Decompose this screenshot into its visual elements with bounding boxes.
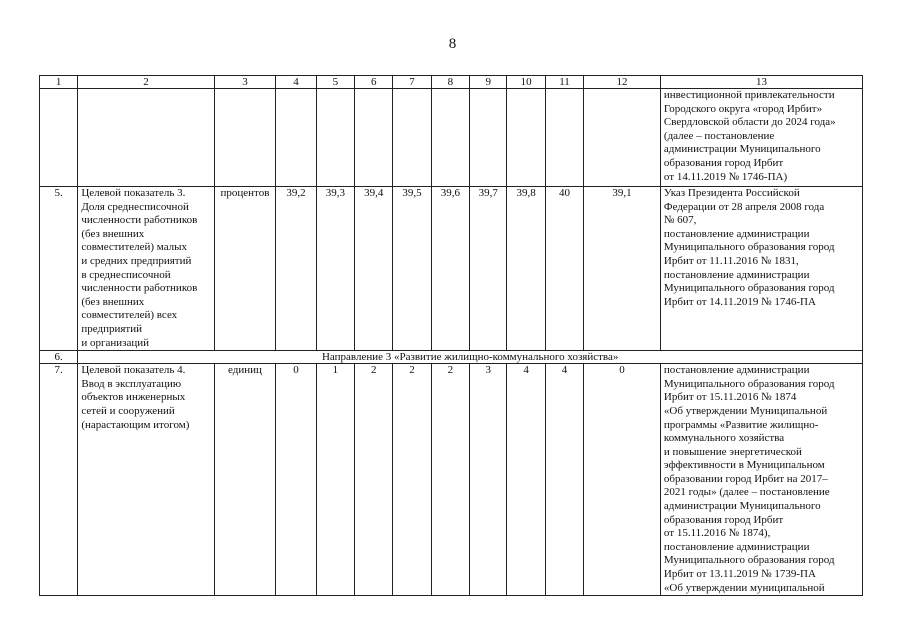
header-cell: 2	[78, 76, 214, 89]
value-cell: 39,2	[276, 187, 316, 351]
row-number: 5.	[40, 187, 78, 351]
empty-cell	[214, 89, 276, 187]
source-document-cell: инвестиционной привлекательности Городского округа «город Ирбит» Свердловской области до 2024 года» (далее – постановление администрации Муниципального образования город Ирбит от 14.11.2019 № 1746-ПА)	[660, 89, 862, 187]
value-cell: 0	[584, 364, 661, 596]
value-cell: 2	[431, 364, 469, 596]
value-cell: 39,8	[507, 187, 545, 351]
value-cell: 39,3	[316, 187, 354, 351]
value-cell: 2	[393, 364, 431, 596]
empty-cell	[316, 89, 354, 187]
header-cell: 12	[584, 76, 661, 89]
value-cell: 39,5	[393, 187, 431, 351]
row-number: 7.	[40, 364, 78, 596]
header-cell: 1	[40, 76, 78, 89]
header-cell: 7	[393, 76, 431, 89]
value-cell: 4	[507, 364, 545, 596]
table-row-continuation	[40, 89, 863, 187]
value-cell: 40	[545, 187, 583, 351]
empty-cell	[507, 89, 545, 187]
empty-cell	[584, 89, 661, 187]
header-row	[40, 76, 863, 89]
page-number: 8	[448, 36, 457, 52]
empty-cell	[393, 89, 431, 187]
empty-cell	[470, 89, 507, 187]
table-row	[40, 187, 863, 351]
source-document-cell: Указ Президента Российской Федерации от 28 апреля 2008 года № 607, постановление администрации Муниципального образования город Ирбит от 11.11.2016 № 1831, постановление администрации Муниципального образования город Ирбит от 14.11.2019 № 1746-ПА	[660, 187, 862, 351]
value-cell: 39,7	[470, 187, 507, 351]
value-cell: 3	[470, 364, 507, 596]
value-cell: 0	[276, 364, 316, 596]
value-cell: 1	[316, 364, 354, 596]
unit-cell: единиц	[214, 364, 276, 596]
empty-cell	[545, 89, 583, 187]
header-cell: 6	[355, 76, 393, 89]
value-cell: 2	[355, 364, 393, 596]
empty-cell	[40, 89, 78, 187]
empty-cell	[431, 89, 469, 187]
header-cell: 13	[660, 76, 862, 89]
empty-cell	[276, 89, 316, 187]
table-row	[40, 364, 863, 596]
indicator-name: Целевой показатель 3. Доля среднесписочной численности работников (без внешних совместителей) малых и средних предприятий в среднесписочной численности работников (без внешних совместителей) всех предприятий и организаций	[78, 187, 214, 351]
value-cell: 39,1	[584, 187, 661, 351]
header-cell: 3	[214, 76, 276, 89]
indicators-table	[39, 75, 863, 596]
value-cell: 39,4	[355, 187, 393, 351]
value-cell: 39,6	[431, 187, 469, 351]
direction-heading: Направление 3 «Развитие жилищно-коммунального хозяйства»	[78, 351, 863, 364]
unit-cell: процентов	[214, 187, 276, 351]
empty-cell	[78, 89, 214, 187]
header-cell: 4	[276, 76, 316, 89]
row-number: 6.	[40, 351, 78, 364]
empty-cell	[355, 89, 393, 187]
header-cell: 11	[545, 76, 583, 89]
header-cell: 5	[316, 76, 354, 89]
header-cell: 9	[470, 76, 507, 89]
indicator-name: Целевой показатель 4. Ввод в эксплуатацию объектов инженерных сетей и сооружений (нарастающим итогом)	[78, 364, 214, 596]
header-cell: 8	[431, 76, 469, 89]
value-cell: 4	[545, 364, 583, 596]
source-document-cell: постановление администрации Муниципального образования город Ирбит от 15.11.2016 № 1874 «Об утверждении Муниципальной программы «Развитие жилищно- коммунального хозяйства и повышение энергетической эффективности в Муниципальном образовании город Ирбит на 2017– 2021 годы» (далее – постановление администрации Муниципального образования город Ирбит от 15.11.2016 № 1874), постановление администрации Муниципального образования город Ирбит от 13.11.2019 № 1739-ПА «Об утверждении муниципальной	[660, 364, 862, 596]
table-row-direction	[40, 351, 863, 364]
header-cell: 10	[507, 76, 545, 89]
